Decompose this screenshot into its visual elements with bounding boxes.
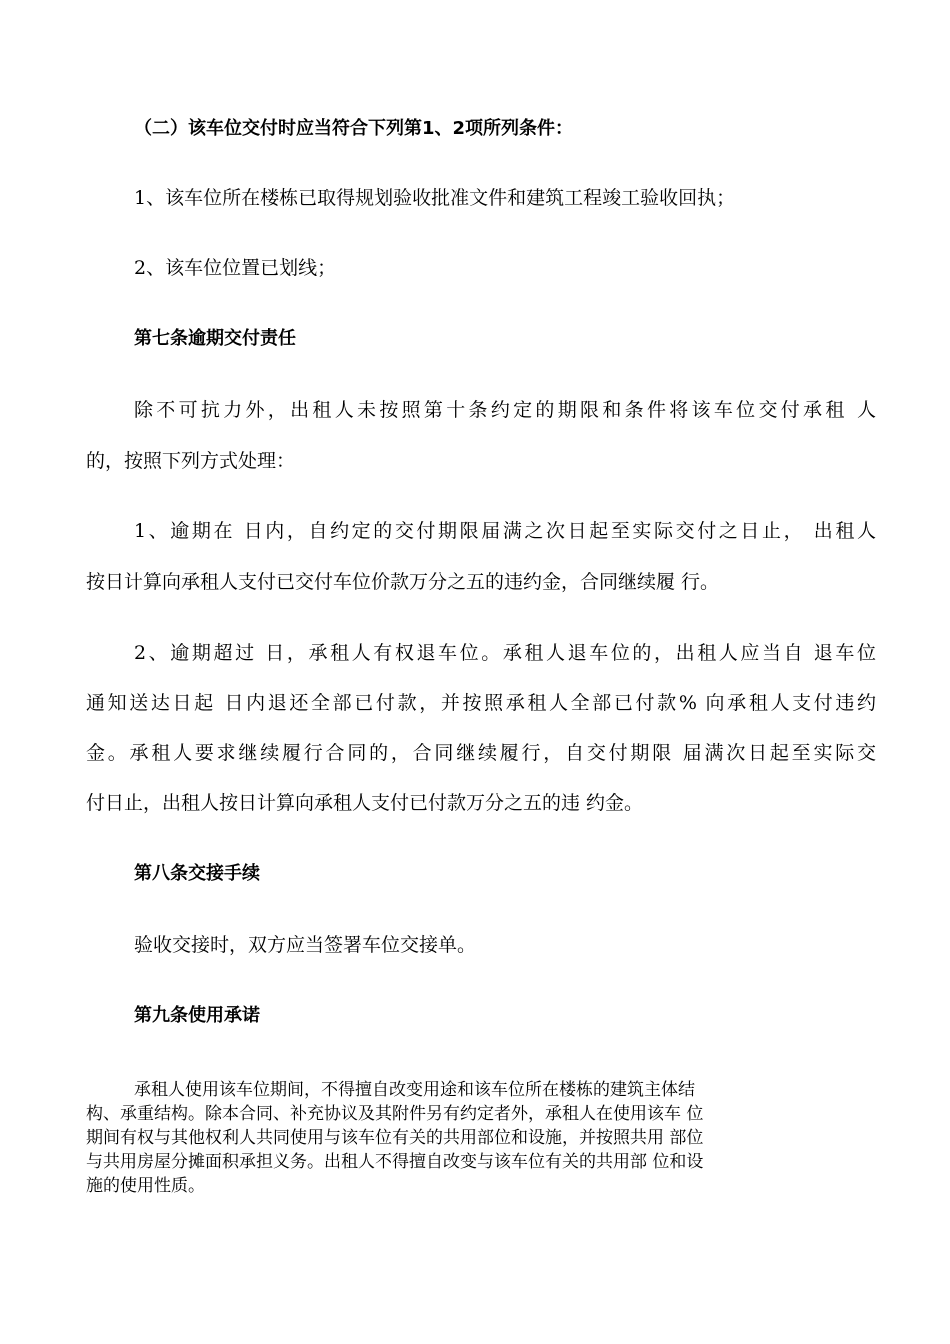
article-7-paragraph-line-1: 除不可抗力外，出租人未按照第十条约定的期限和条件将该车位交付承租 人 xyxy=(134,399,876,421)
article-9-title: 第九条使用承诺 xyxy=(134,1005,260,1026)
article-9-paragraph-line-2: 构、承重结构。除本合同、补充协议及其附件另有约定者外，承租人在使用该车 位 xyxy=(86,1104,704,1124)
article-7-item-2-line-2: 通知送达日起 日内退还全部已付款，并按照承租人全部已付款% 向承租人支付违约 xyxy=(86,692,876,714)
article-9-paragraph-line-1: 承租人使用该车位期间，不得擅自改变用途和该车位所在楼栋的建筑主体结 xyxy=(134,1080,695,1100)
article-7-item-2-line-4: 付日止，出租人按日计算向承租人支付已付款万分之五的违 约金。 xyxy=(86,792,644,814)
article-7-item-1-line-2: 按日计算向承租人支付已交付车位价款万分之五的违约金，合同继续履 行。 xyxy=(86,571,720,593)
condition-item-1: 1、该车位所在楼栋已取得规划验收批准文件和建筑工程竣工验收回执； xyxy=(134,187,736,209)
article-8-title: 第八条交接手续 xyxy=(134,863,260,884)
article-8-paragraph: 验收交接时，双方应当签署车位交接单。 xyxy=(134,934,477,956)
condition-item-2: 2、该车位位置已划线； xyxy=(134,257,337,279)
section-two-title: （二）该车位交付时应当符合下列第1、2项所列条件： xyxy=(134,118,574,139)
article-7-paragraph-line-2: 的，按照下列方式处理： xyxy=(86,450,296,472)
article-7-title: 第七条逾期交付责任 xyxy=(134,328,296,349)
article-9-paragraph-line-3: 期间有权与其他权利人共同使用与该车位有关的共用部位和设施，并按照共用 部位 xyxy=(86,1128,704,1148)
article-7-item-1-line-1: 1、逾期在 日内，自约定的交付期限届满之次日起至实际交付之日止， 出租人 xyxy=(134,520,876,542)
article-7-item-2-line-3: 金。承租人要求继续履行合同的，合同继续履行，自交付期限 届满次日起至实际交 xyxy=(86,742,876,764)
article-9-paragraph-line-4: 与共用房屋分摊面积承担义务。出租人不得擅自改变与该车位有关的共用部 位和设 xyxy=(86,1152,704,1172)
article-9-paragraph-line-5: 施的使用性质。 xyxy=(86,1176,205,1196)
article-7-item-2-line-1: 2、逾期超过 日，承租人有权退车位。承租人退车位的，出租人应当自 退车位 xyxy=(134,642,876,664)
